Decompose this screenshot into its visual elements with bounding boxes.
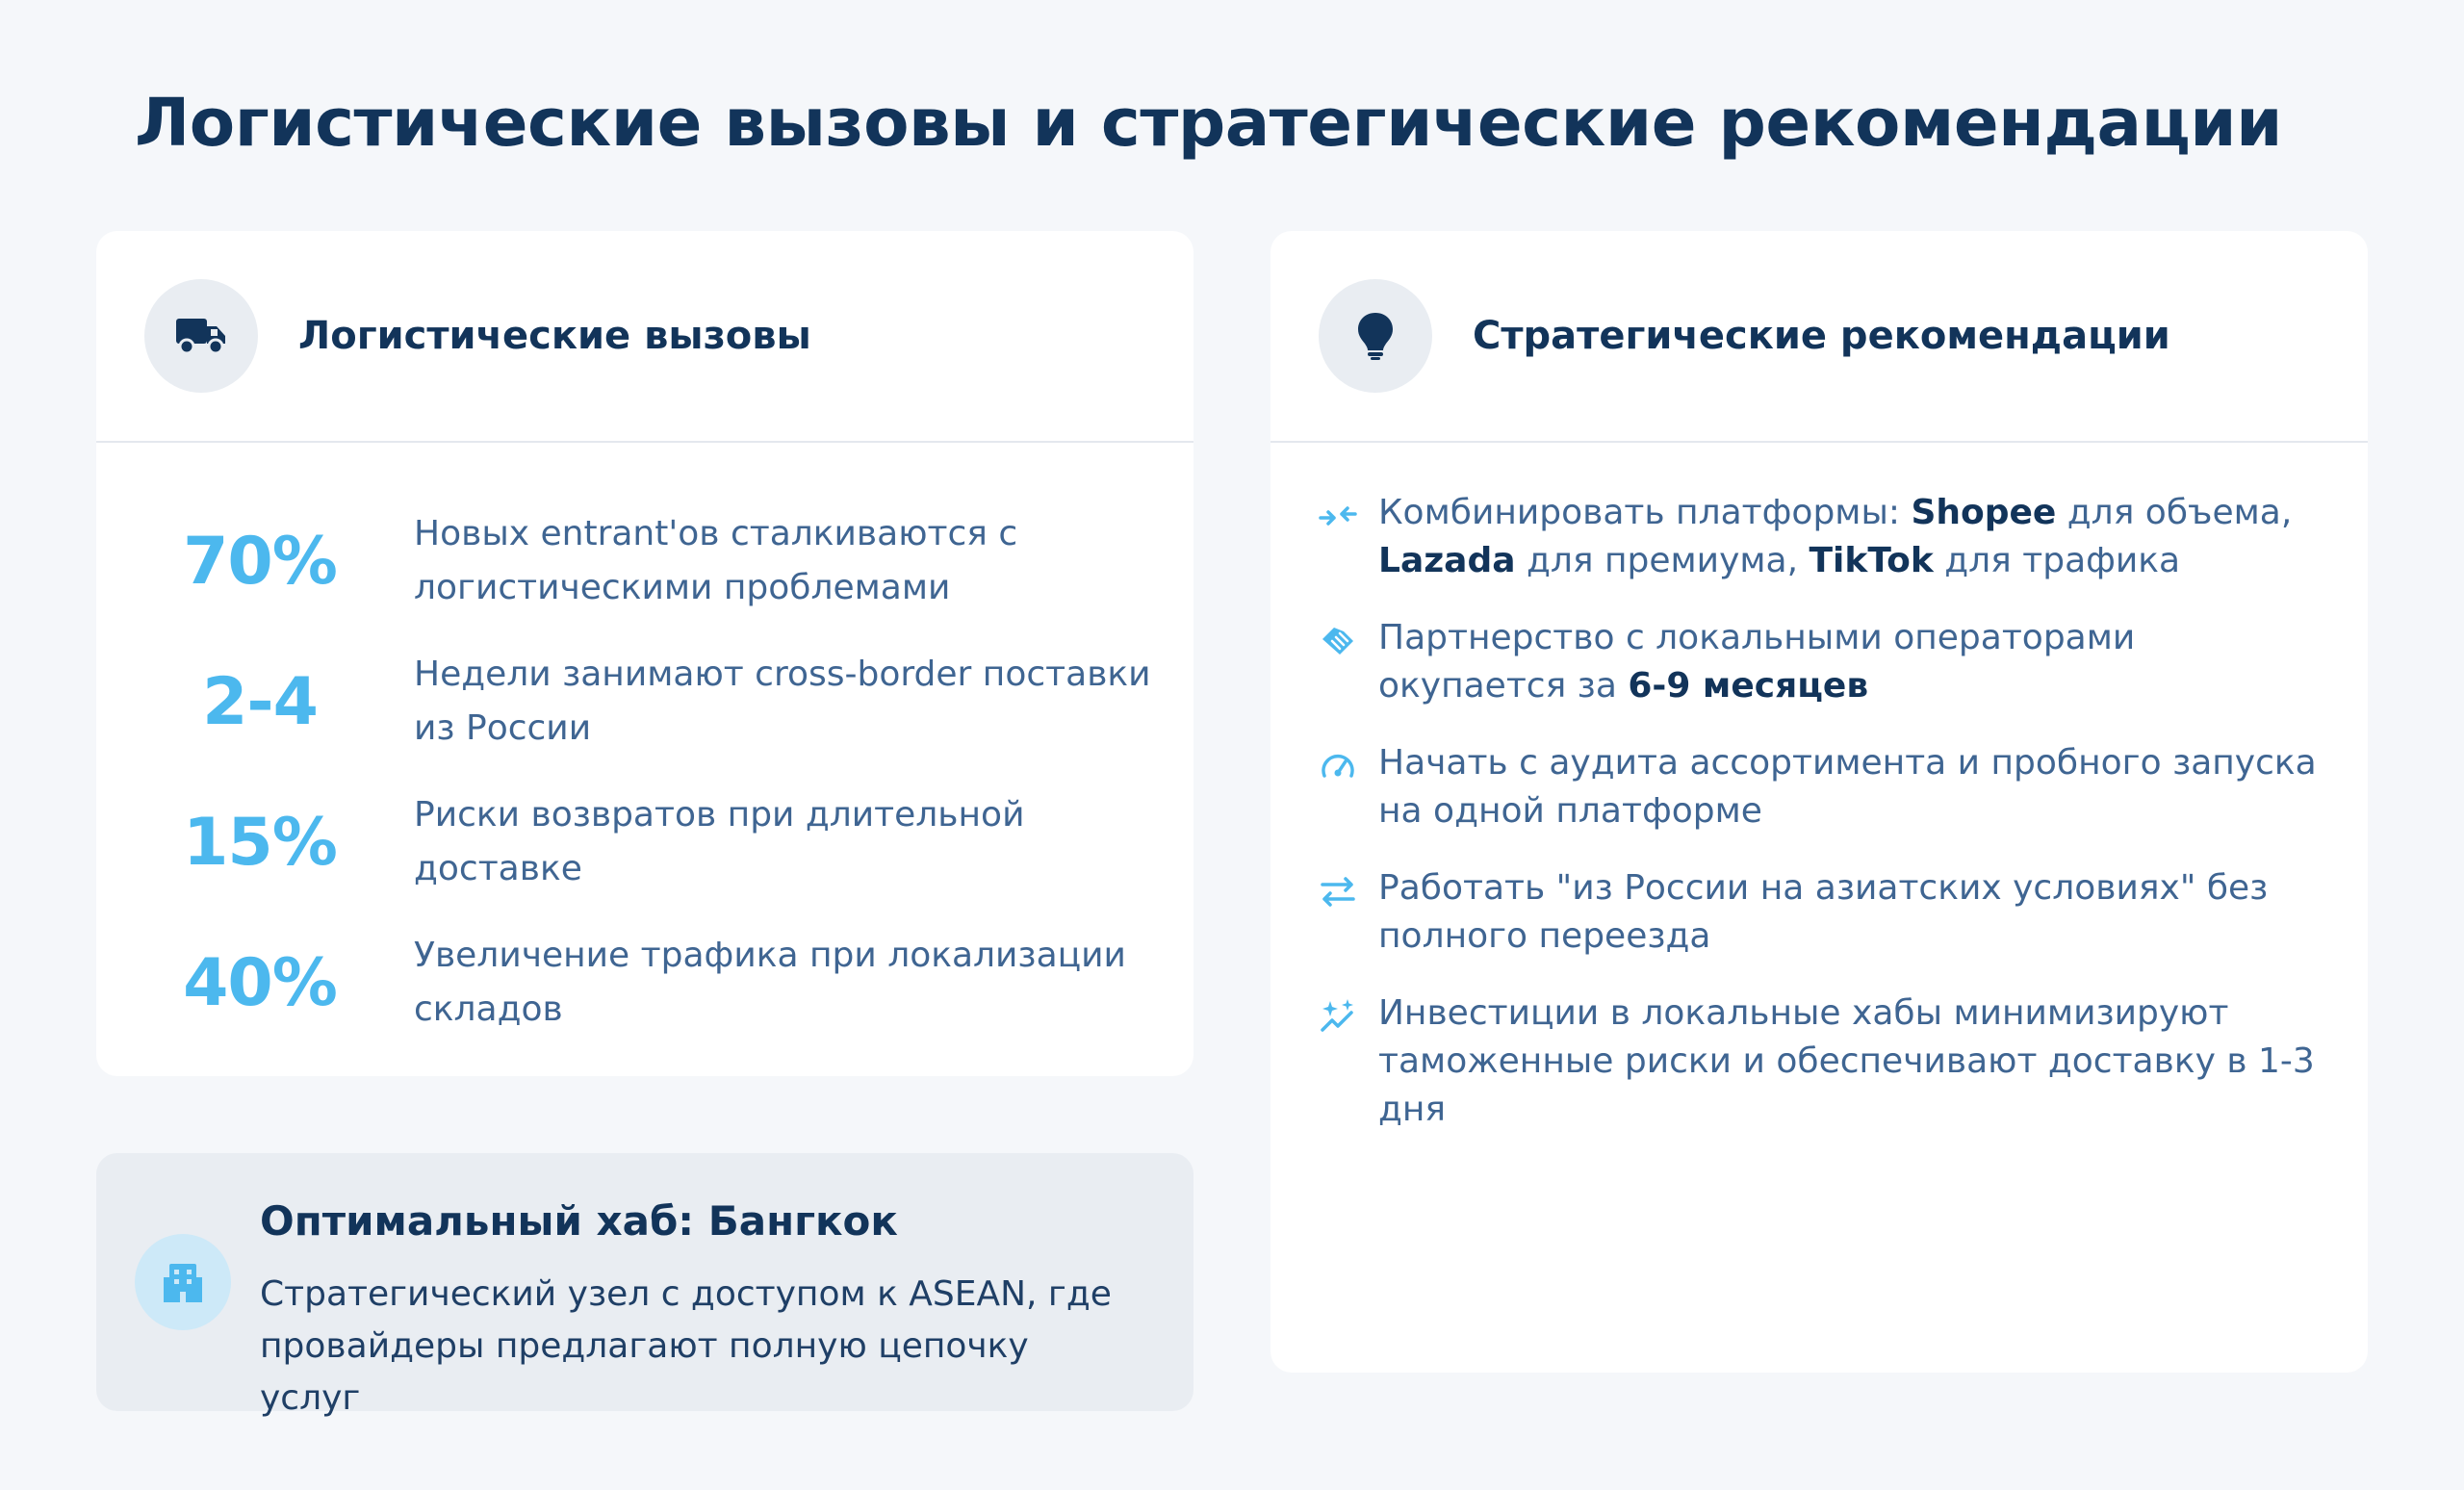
hub-title: Оптимальный хаб: Бангкок bbox=[260, 1197, 898, 1245]
challenges-card bbox=[96, 231, 1194, 1076]
recommendations-card bbox=[1270, 231, 2368, 1373]
handshake-icon bbox=[1319, 622, 1357, 660]
stat-description: Недели занимают cross-border поставки из России bbox=[414, 655, 1151, 748]
compress-arrows-icon bbox=[1319, 497, 1357, 535]
building-icon bbox=[135, 1234, 231, 1330]
truck-icon bbox=[144, 279, 258, 393]
stat-value: 2-4 bbox=[202, 663, 318, 740]
stat-row bbox=[96, 912, 1194, 1053]
stat-row bbox=[96, 491, 1194, 631]
stat-description: Риски возвратов при длительной доставке bbox=[414, 795, 1025, 888]
list-item bbox=[1319, 989, 2329, 1134]
stat-description: Новых entrant'ов сталкиваются с логистическими проблемами bbox=[414, 514, 1018, 607]
stat-row bbox=[96, 772, 1194, 912]
challenges-header bbox=[96, 231, 1194, 443]
hub-card bbox=[96, 1153, 1194, 1418]
gauge-icon bbox=[1319, 747, 1357, 785]
recommendations-list bbox=[1270, 443, 2368, 1134]
stat-value: 40% bbox=[183, 944, 337, 1021]
stat-value: 15% bbox=[183, 804, 337, 881]
stats-list bbox=[96, 443, 1194, 1053]
recommendations-header bbox=[1270, 231, 2368, 443]
recommendation-text: Начать с аудита ассортимента и пробного запуска на одной платформе bbox=[1378, 743, 2317, 831]
exchange-arrows-icon bbox=[1319, 872, 1357, 911]
list-item bbox=[1319, 739, 2329, 835]
lightbulb-icon bbox=[1319, 279, 1432, 393]
recommendation-text: Партнерство с локальными операторами окупается за 6-9 месяцев bbox=[1378, 618, 2136, 706]
hub-description: Стратегический узел с доступом к ASEAN, где провайдеры предлагают полную цепочку услуг bbox=[260, 1274, 1112, 1418]
recommendation-text: Работать "из России на азиатских условиях" без полного переезда bbox=[1378, 868, 2269, 956]
stat-description: Увеличение трафика при локализации складов bbox=[414, 936, 1126, 1029]
list-item bbox=[1319, 864, 2329, 961]
recommendation-text: Инвестиции в локальные хабы минимизируют таможенные риски и обеспечивают доставку в 1-3 дня bbox=[1378, 993, 2315, 1129]
stat-row bbox=[96, 631, 1194, 772]
recommendations-title: Стратегические рекомендации bbox=[1473, 314, 2170, 358]
sparkle-trend-icon bbox=[1319, 997, 1357, 1036]
page-title: Логистические вызовы и стратегические рекомендации bbox=[135, 85, 2282, 162]
stat-value: 70% bbox=[183, 523, 337, 600]
recommendation-text: Комбинировать платформы: Shopee для объема, Lazada для премиума, TikTok для трафика bbox=[1378, 493, 2293, 580]
challenges-title: Логистические вызовы bbox=[298, 314, 811, 358]
list-item bbox=[1319, 614, 2329, 710]
list-item bbox=[1319, 489, 2329, 585]
